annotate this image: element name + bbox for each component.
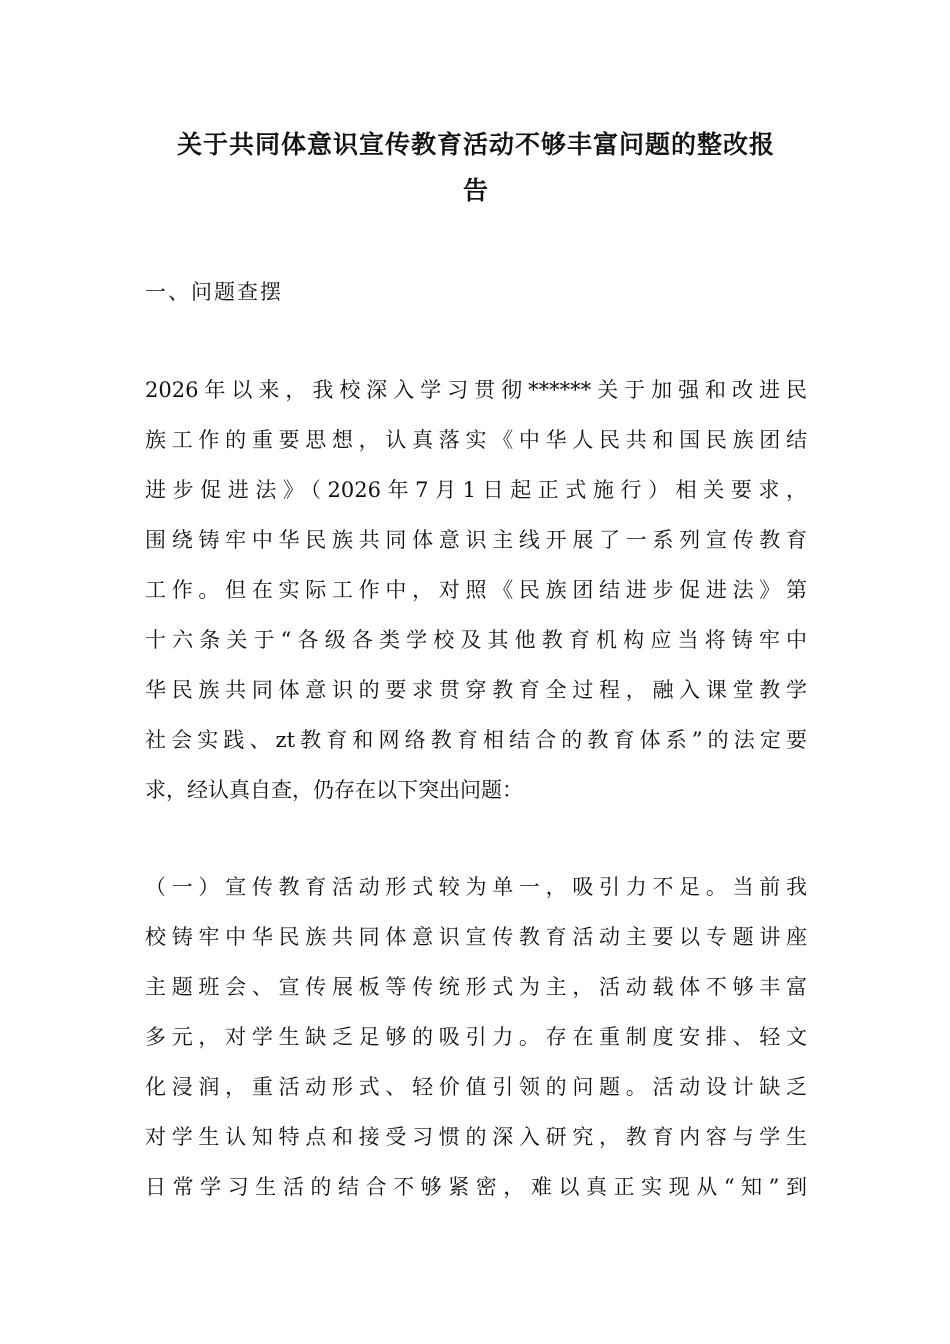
paragraph-2-line: 对学生认知特点和接受习惯的深入研究，教育内容与学生 (145, 1125, 807, 1149)
paragraph-2-line: 化浸润，重活动形式、轻价值引领的问题。活动设计缺乏 (145, 1075, 807, 1099)
paragraph-1-line: 十六条关于“各级各类学校及其他教育机构应当将铸牢中 (145, 628, 807, 652)
section-heading: 一、问题查摆 (145, 280, 283, 304)
title-line-1: 关于共同体意识宣传教育活动不够丰富问题的整改报 (176, 130, 775, 159)
paragraph-1-line: 2026年以来，我校深入学习贯彻******关于加强和改进民 (145, 378, 807, 402)
paragraph-1-line: 进步促进法》（2026年7月1日起正式施行）相关要求， (145, 478, 807, 502)
paragraph-1-line: 围绕铸牢中华民族共同体意识主线开展了一系列宣传教育 (145, 528, 807, 552)
paragraph-2 (145, 862, 807, 1212)
title-line-2: 告 (462, 176, 489, 205)
paragraph-2-line: 日常学习生活的结合不够紧密，难以真正实现从“知”到 (145, 1175, 807, 1199)
paragraph-1-line: 工作。但在实际工作中，对照《民族团结进步促进法》第 (145, 578, 807, 602)
paragraph-1-line: 族工作的重要思想，认真落实《中华人民共和国民族团结 (145, 428, 807, 452)
paragraph-2-line: 校铸牢中华民族共同体意识宣传教育活动主要以专题讲座 (145, 925, 807, 949)
paragraph-1-line: 华民族共同体意识的要求贯穿教育全过程，融入课堂教学 (145, 678, 807, 702)
paragraph-1 (145, 365, 807, 815)
paragraph-2-line: （一）宣传教育活动形式较为单一，吸引力不足。当前我 (145, 875, 807, 899)
paragraph-1-line: 求，经认真自查，仍存在以下突出问题： (145, 778, 523, 802)
paragraph-2-line: 主题班会、宣传展板等传统形式为主，活动载体不够丰富 (145, 975, 807, 999)
document-title (138, 122, 814, 214)
paragraph-1-line: 社会实践、zt教育和网络教育相结合的教育体系”的法定要 (145, 728, 807, 752)
paragraph-2-line: 多元，对学生缺乏足够的吸引力。存在重制度安排、轻文 (145, 1025, 807, 1049)
